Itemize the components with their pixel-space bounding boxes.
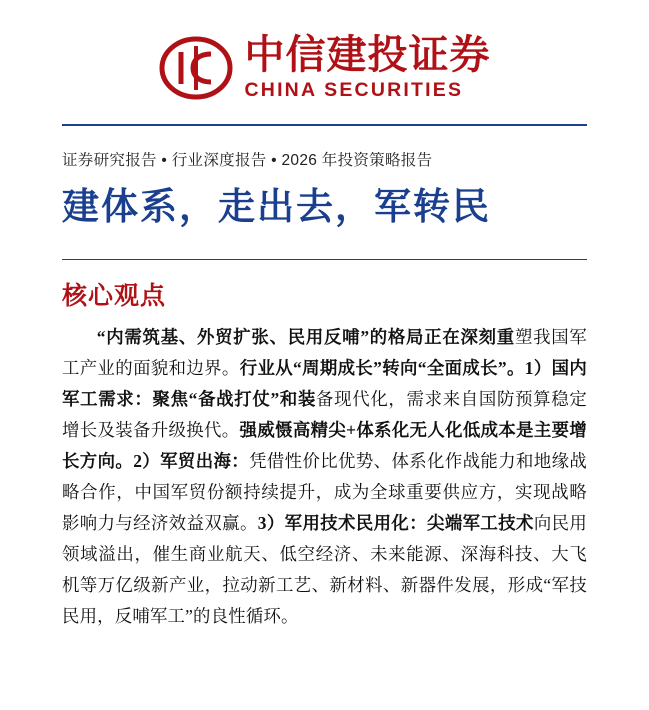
citic-securities-logo-mark-icon <box>159 36 233 100</box>
brand-logo <box>62 0 587 124</box>
brand-name-en: CHINA SECURITIES <box>244 79 464 101</box>
section-heading-core-view: 核心观点 <box>62 282 167 311</box>
brand-name-cn: 中信建投证券 <box>244 32 491 77</box>
core-view-paragraph: “内需筑基、外贸扩张、民用反哺”的格局正在深刻重塑我国军工产业的面貌和边界。行业从“周期成长”转向“全面成长”。1）国内军工需求：聚焦“备战打仗”和装备现代化，需求来自国防预算稳定增长及装备升级换代。强威慑高精尖+体系化无人化低成本是主要增长方向。2）军贸出海：凭借性价比优势、体系化作战能力和地缘战略合作，中国军贸份额持续提升，成为全球重要供应方，实现战略影响力与经济效益双赢。3）军用技术民用化：尖端军工技术向民用领域溢出，催生商业航天、低空经济、未来能源、深海科技、大飞机等万亿级新产业，拉动新工艺、新材料、新器件发展，形成“军技民用，反哺军工”的良性循环。 <box>62 327 587 626</box>
report-meta: 证券研究报告 • 行业深度报告 • 2026 年投资策略报告 <box>62 152 433 170</box>
page-title: 建体系，走出去，军转民 <box>62 186 491 228</box>
brand-wordmark <box>245 34 491 102</box>
